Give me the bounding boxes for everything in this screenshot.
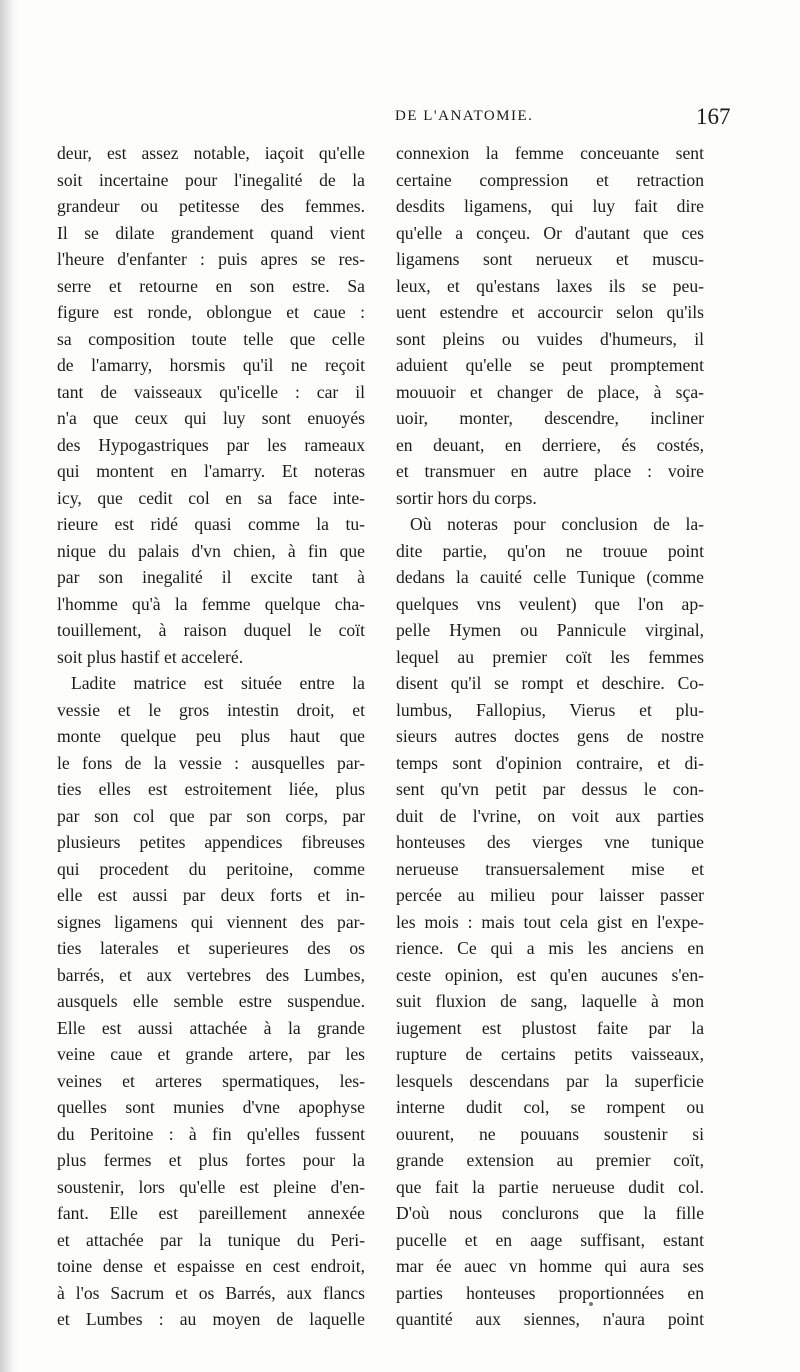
text-line: interne dudit col, se rompent ou xyxy=(396,1097,704,1117)
text-line: soustenir, lors qu'elle est pleine d'en- xyxy=(57,1176,365,1197)
text-line: et attachée par la tunique du Peri- xyxy=(57,1229,365,1250)
text-line: quelles sont munies d'vne apophyse xyxy=(57,1097,365,1117)
text-line: veines et arteres spermatiques, les- xyxy=(57,1070,365,1091)
text-line: touillement, à raison duquel le coït xyxy=(57,620,365,640)
text-line: de l'amarry, horsmis qu'il ne reçoit xyxy=(57,355,365,375)
text-line: dite partie, qu'on ne trouue point xyxy=(396,540,704,561)
text-line: en deuant, en derriere, és costés, xyxy=(396,434,704,455)
running-head: DE L'ANATOMIE. xyxy=(395,108,534,124)
text-line: et Lumbes : au moyen de laquelle xyxy=(57,1309,365,1329)
text-line: toine dense et espaisse en cest endroit, xyxy=(57,1256,365,1276)
text-line: ausquels elle semble estre suspendue. xyxy=(57,991,365,1011)
text-line: sieurs autres doctes gens de nostre xyxy=(396,726,704,746)
text-line: vessie et le gros intestin droit, et xyxy=(57,699,365,720)
left-text-column xyxy=(57,140,365,1333)
text-line: qu'elle a conçeu. Or d'autant que ces xyxy=(396,222,704,243)
text-line: l'homme qu'à la femme quelque cha- xyxy=(57,593,365,614)
text-line: grandeur ou petitesse des femmes. xyxy=(57,196,365,216)
text-line: suit fluxion de sang, laquelle à mon xyxy=(396,991,704,1011)
text-line: le fons de la vessie : ausquelles par- xyxy=(57,752,365,773)
text-line: certaine compression et retraction xyxy=(396,169,704,190)
text-line: l'heure d'enfanter : puis apres se res- xyxy=(57,249,365,269)
text-line: quelques vns veulent) que l'on ap- xyxy=(396,593,704,614)
text-line: desdits ligamens, qui luy fait dire xyxy=(396,196,704,216)
text-line: ceste opinion, est qu'en aucunes s'en- xyxy=(396,964,704,985)
text-line: signes ligamens qui viennent des par- xyxy=(57,911,365,932)
text-line: serre et retourne en son estre. Sa xyxy=(57,275,365,296)
text-line: rience. Ce qui a mis les anciens en xyxy=(396,938,704,958)
text-line: figure est ronde, oblongue et caue : xyxy=(57,302,365,322)
text-line: n'a que ceux qui luy sont enuoyés xyxy=(57,408,365,428)
text-line: rieure est ridé quasi comme la tu- xyxy=(57,514,365,534)
text-line: et transmuer en autre place : voire xyxy=(396,461,704,481)
text-line: par son col que par son corps, par xyxy=(57,805,365,826)
text-line: ties elles est estroitement liée, plus xyxy=(57,779,365,799)
text-line: qui procedent du peritoine, comme xyxy=(57,858,365,879)
text-line: sa composition toute telle que celle xyxy=(57,328,365,349)
text-line: sent qu'vn petit par dessus le con- xyxy=(396,779,704,799)
text-line: des Hypogastriques par les rameaux xyxy=(57,434,365,455)
text-line: dedans la cauité celle Tunique (comme xyxy=(396,567,704,587)
text-line: rupture de certains petits vaisseaux, xyxy=(396,1044,704,1064)
text-line: soit incertaine pour l'inegalité de la xyxy=(57,169,365,190)
text-line: monte quelque peu plus haut que xyxy=(57,726,365,746)
text-line: uoir, monter, descendre, incliner xyxy=(396,408,704,428)
text-line: nerueuse transuersalement mise et xyxy=(396,858,704,879)
text-line: honteuses des vierges vne tunique xyxy=(396,832,704,852)
text-line: ligamens sont nerueux et muscu- xyxy=(396,249,704,269)
text-line: que fait la partie nerueuse dudit col. xyxy=(396,1176,704,1197)
text-line: uent estendre et accourcir selon qu'ils xyxy=(396,302,704,322)
text-line: iugement est plustost faite par la xyxy=(396,1017,704,1038)
text-line: icy, que cedit col en sa face inte- xyxy=(57,487,365,508)
text-line: D'où nous conclurons que la fille xyxy=(396,1203,704,1223)
text-line: elle est aussi par deux forts et in- xyxy=(57,885,365,905)
text-line: soit plus hastif et acceleré. xyxy=(57,646,244,667)
text-line: Elle est aussi attachée à la grande xyxy=(57,1017,365,1038)
text-line: quantité aux siennes, n'aura point xyxy=(396,1309,704,1329)
text-line: Il se dilate grandement quand vient xyxy=(57,222,365,243)
text-line: lequel au premier coït les femmes xyxy=(396,646,704,667)
text-line: barrés, et aux vertebres des Lumbes, xyxy=(57,964,365,985)
text-line: leux, et qu'estans laxes ils se peu- xyxy=(396,275,704,296)
text-line: deur, est assez notable, iaçoit qu'elle xyxy=(57,143,365,163)
text-line: plus fermes et plus fortes pour la xyxy=(57,1150,365,1170)
page-header xyxy=(0,98,800,138)
text-line: mouuoir et changer de place, à sça- xyxy=(396,381,704,402)
text-line: nique du palais d'vn chien, à fin que xyxy=(57,540,365,561)
text-line: les mois : mais tout cela gist en l'expe- xyxy=(396,911,704,932)
paper-speck xyxy=(589,1302,593,1306)
right-text-column xyxy=(396,140,704,1333)
text-line: qui montent en l'amarry. Et noteras xyxy=(57,461,365,481)
text-line: temps sont d'opinion contraire, et di- xyxy=(396,752,704,773)
text-line: à l'os Sacrum et os Barrés, aux flancs xyxy=(57,1282,365,1303)
text-line: mar ée auec vn homme qui aura ses xyxy=(396,1256,704,1276)
text-line: lesquels descendans par la superficie xyxy=(396,1070,704,1091)
text-line: veine caue et grande artere, par les xyxy=(57,1044,365,1064)
text-line: fant. Elle est pareillement annexée xyxy=(57,1203,365,1223)
text-line: plusieurs petites appendices fibreuses xyxy=(57,832,365,852)
text-line: ouurent, ne pouuans soustenir si xyxy=(396,1123,704,1144)
text-line: pelle Hymen ou Pannicule virginal, xyxy=(396,620,704,640)
text-line: du Peritoine : à fin qu'elles fussent xyxy=(57,1123,365,1144)
text-line: lumbus, Fallopius, Vierus et plu- xyxy=(396,699,704,720)
text-line: ties laterales et superieures des os xyxy=(57,938,365,958)
text-line: pucelle et en aage suffisant, estant xyxy=(396,1229,704,1250)
text-line: percée au milieu pour laisser passer xyxy=(396,885,704,905)
text-line: connexion la femme conceuante sent xyxy=(396,143,704,163)
text-line: aduient qu'elle se peut promptement xyxy=(396,355,704,375)
text-line: sortir hors du corps. xyxy=(396,487,537,508)
binding-shadow xyxy=(0,0,18,1372)
text-line: sont pleins ou vuides d'humeurs, il xyxy=(396,328,704,349)
page-number: 167 xyxy=(696,104,731,129)
text-line: Où noteras pour conclusion de la- xyxy=(410,514,704,534)
text-line: parties honteuses proportionnées en xyxy=(396,1282,704,1303)
text-line: Ladite matrice est située entre la xyxy=(71,673,365,693)
text-line: disent qu'il se rompt et deschire. Co- xyxy=(396,673,704,693)
text-line: grande extension au premier coït, xyxy=(396,1150,704,1170)
text-line: tant de vaisseaux qu'icelle : car il xyxy=(57,381,365,402)
text-line: par son inegalité il excite tant à xyxy=(57,567,365,587)
text-line: duit de l'vrine, on voit aux parties xyxy=(396,805,704,826)
